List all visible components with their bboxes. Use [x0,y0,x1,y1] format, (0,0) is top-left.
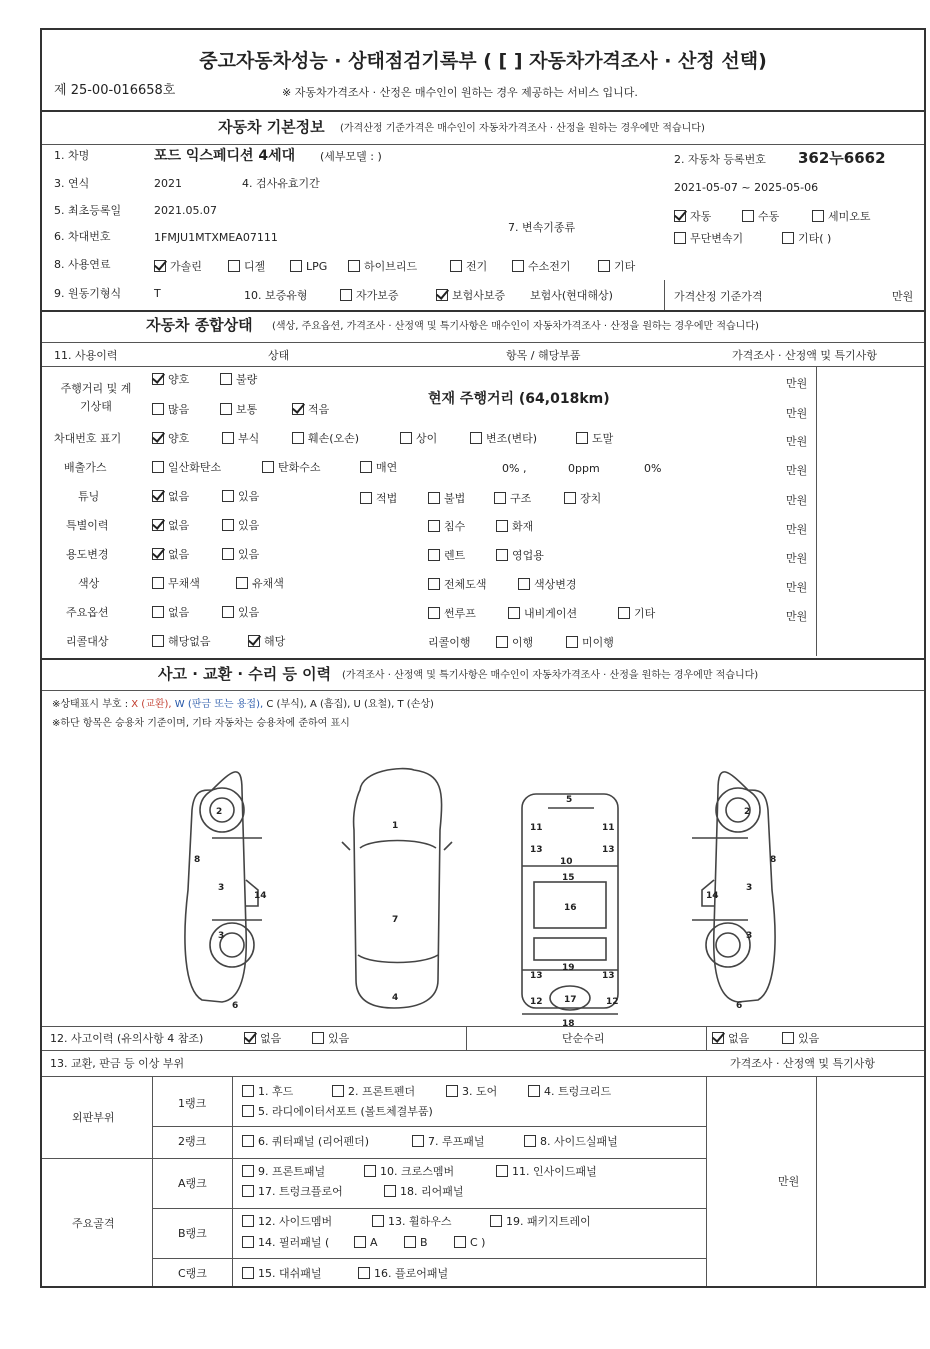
use-change-none[interactable]: 없음 [152,548,189,560]
rank2-label: 2랭크 [178,1135,207,1148]
car-name: 포드 익스페디션 4세대 [154,148,296,164]
legend-note: ※하단 항목은 승용차 기준이며, 기타 자동차는 승용차에 준하여 표시 [52,718,350,729]
part-side-member[interactable]: 12. 사이드멤버 [242,1215,332,1227]
car-detail-model: (세부모델 : ) [320,150,382,163]
recall-done[interactable]: 이행 [496,636,533,648]
odo-reading: 현재 주행거리 (64,018km) [428,391,610,407]
use-price-unit: 만원 [786,552,808,565]
special-fire[interactable]: 화재 [496,520,533,532]
document-number: 제 25-00-016658호 [54,83,176,98]
parts-label: 13. 교환, 판금 등 이상 부위 [50,1057,185,1070]
repair-none[interactable]: 없음 [712,1032,749,1044]
document-title: 중고자동차성능 · 상태점검기록부 ( [ ] 자동차가격조사 · 산정 선택) [199,50,767,72]
trans-cvt[interactable]: 무단변속기 [674,232,743,244]
vin: 1FMJU1MTXMEA07111 [154,231,278,244]
svg-text:12: 12 [530,997,543,1007]
parts-price-unit: 만원 [778,1175,800,1188]
part-front-panel[interactable]: 9. 프론트패널 [242,1165,325,1177]
rankC-label: C랭크 [178,1267,207,1280]
svg-text:3: 3 [218,883,225,893]
accident-title: 사고 · 교환 · 수리 등 이력 [158,665,332,683]
rank1-label: 1랭크 [178,1097,207,1110]
svg-text:14: 14 [254,891,267,901]
year: 2021 [154,177,182,190]
col-history: 11. 사용이력 [54,349,118,362]
reg-no-label: 2. 자동차 등록번호 [674,153,766,166]
part-hood[interactable]: 1. 후드 [242,1085,293,1097]
recall-not-applicable[interactable]: 해당없음 [152,635,211,647]
emission-hc-value: 0ppm [568,462,600,475]
vin-mark-smear[interactable]: 도말 [576,432,613,444]
trans-auto[interactable]: 자동 [674,210,711,222]
tuning-illegal[interactable]: 불법 [428,492,465,504]
svg-text:2: 2 [744,807,751,817]
svg-text:5: 5 [566,795,573,805]
accident-history-label: 12. 사고이력 (유의사항 4 참조) [50,1032,204,1045]
part-roof-panel[interactable]: 7. 루프패널 [412,1135,485,1147]
vin-mark-good[interactable]: 양호 [152,432,189,444]
reg-no: 362누6662 [798,149,886,167]
options-label: 주요옵션 [66,606,109,619]
vin-mark-price-unit: 만원 [786,435,808,448]
svg-text:14: 14 [706,891,719,901]
car-diagram [42,730,924,1029]
part-side-sill[interactable]: 8. 사이드실패널 [524,1135,618,1147]
rankA-label: A랭크 [178,1177,207,1190]
special-none[interactable]: 없음 [152,519,189,531]
trans-etc[interactable]: 기타( ) [782,232,831,244]
svg-text:11: 11 [530,823,543,833]
color-full-paint[interactable]: 전체도색 [428,578,487,590]
part-radiator-support[interactable]: 5. 라디에이터서포트 (볼트체결부품) [242,1105,433,1117]
color-changed[interactable]: 색상변경 [518,578,577,590]
car-top-view [342,769,452,1008]
fuel-diesel[interactable]: 디젤 [228,260,265,272]
basic-info-title: 자동차 기본정보 [218,118,325,136]
svg-text:19: 19 [562,963,575,973]
part-quarter-panel[interactable]: 6. 쿼터패널 (리어펜더) [242,1135,369,1147]
fuel-hydrogen[interactable]: 수소전기 [512,260,571,272]
recall-not-done[interactable]: 미이행 [566,636,614,648]
fuel-electric[interactable]: 전기 [450,260,487,272]
part-dash-panel[interactable]: 15. 대쉬패널 [242,1267,322,1279]
part-cross-member[interactable]: 10. 크로스멤버 [364,1165,454,1177]
vin-label: 6. 차대번호 [54,230,111,243]
price-base-label: 가격산정 기준가격 [674,290,763,303]
mileage-price-unit: 만원 [786,407,808,420]
special-price-unit: 만원 [786,523,808,536]
mileage-normal[interactable]: 보통 [220,403,257,415]
status-title: 자동차 종합상태 [146,316,253,334]
option-etc[interactable]: 기타 [618,607,655,619]
fuel-gasoline[interactable]: 가솔린 [154,260,202,272]
warranty-insurer: 보험사(현대해상) [530,289,613,302]
basic-info-note: (가격산정 기준가격은 매수인이 자동차가격조사 · 산정을 원하는 경우에만 적습니다) [340,123,705,134]
inspection-sheet [40,28,926,1288]
part-pillar-panel[interactable]: 14. 필러패널 ( [242,1236,329,1248]
special-label: 특별이력 [66,519,109,532]
emission-hc[interactable]: 탄화수소 [262,461,321,473]
simple-repair-label: 단순수리 [562,1032,605,1045]
fuel-lpg[interactable]: LPG [290,260,327,272]
svg-text:13: 13 [530,971,543,981]
special-flood[interactable]: 침수 [428,520,465,532]
recall-do-label: 리콜이행 [428,636,471,649]
mileage-few[interactable]: 적음 [292,403,329,415]
motor-type: T [154,287,161,300]
service-notice: ※ 자동차가격조사 · 산정은 매수인이 원하는 경우 제공하는 서비스 입니다. [282,86,638,99]
part-package-tray[interactable]: 19. 패키지트레이 [490,1215,591,1227]
svg-text:8: 8 [770,855,777,865]
inspect-label: 4. 검사유효기간 [242,177,320,190]
first-reg-label: 5. 최초등록일 [54,204,122,217]
vin-mark-label: 차대번호 표기 [54,432,122,445]
svg-text:7: 7 [392,915,399,925]
year-label: 3. 연식 [54,177,90,190]
inspect-period: 2021-05-07 ~ 2025-05-06 [674,181,819,194]
transmission-label: 7. 변속기종류 [508,221,576,234]
fuel-hybrid[interactable]: 하이브리드 [348,260,417,272]
pillar-a[interactable]: A [354,1236,378,1248]
svg-text:13: 13 [602,845,615,855]
emission-label: 배출가스 [64,461,107,474]
tuning-none[interactable]: 없음 [152,490,189,502]
accident-exists[interactable]: 있음 [312,1032,349,1044]
odo-price-unit: 만원 [786,377,808,390]
use-rent[interactable]: 렌트 [428,549,465,561]
accident-none[interactable]: 없음 [244,1032,281,1044]
part-trunk-lid[interactable]: 4. 트렁크리드 [528,1085,611,1097]
option-navigation[interactable]: 내비게이션 [508,607,577,619]
recall-label: 리콜대상 [66,635,109,648]
option-sunroof[interactable]: 썬루프 [428,607,476,619]
vin-mark-differ[interactable]: 상이 [400,432,437,444]
fuel-label: 8. 사용연료 [54,258,111,271]
svg-text:4: 4 [392,993,399,1003]
vin-mark-altered[interactable]: 변조(변타) [470,432,537,444]
trans-semi[interactable]: 세미오토 [812,210,871,222]
part-door[interactable]: 3. 도어 [446,1085,497,1097]
part-front-fender[interactable]: 2. 프론트펜더 [332,1085,415,1097]
frame-label: 주요골격 [72,1217,115,1230]
repair-exists[interactable]: 있음 [782,1032,819,1044]
svg-text:11: 11 [602,823,615,833]
rankB-label: B랭크 [178,1227,207,1240]
svg-text:16: 16 [564,903,577,913]
svg-text:15: 15 [562,873,575,883]
options-price-unit: 만원 [786,610,808,623]
tuning-exists[interactable]: 있음 [222,490,259,502]
emission-price-unit: 만원 [786,464,808,477]
part-wheel-house[interactable]: 13. 휠하우스 [372,1215,452,1227]
svg-text:6: 6 [736,1001,743,1011]
pillar-c[interactable]: C ) [454,1236,485,1248]
options-none[interactable]: 없음 [152,606,189,618]
emission-smoke[interactable]: 매연 [360,461,397,473]
status-note: (색상, 주요옵션, 가격조사 · 산정액 및 특기사항은 매수인이 자동차가격조사 · 산정을 원하는 경우에만 적습니다) [272,321,759,332]
parts-price-col: 가격조사 · 산정액 및 특기사항 [730,1057,875,1070]
pillar-b[interactable]: B [404,1236,428,1248]
use-business[interactable]: 영업용 [496,549,544,561]
tuning-device[interactable]: 장치 [564,492,601,504]
special-exists[interactable]: 있음 [222,519,259,531]
odo-bad[interactable]: 불량 [220,373,257,385]
tuning-label: 튜닝 [78,490,100,503]
trans-manual[interactable]: 수동 [742,210,779,222]
car-right-side-view [692,772,775,1002]
col-state: 상태 [268,349,290,362]
svg-text:3: 3 [746,931,753,941]
color-price-unit: 만원 [786,581,808,594]
first-reg: 2021.05.07 [154,204,217,217]
warranty-insurance[interactable]: 보험사보증 [436,289,505,301]
col-item: 항목 / 해당부품 [506,349,581,362]
svg-text:3: 3 [218,931,225,941]
tuning-price-unit: 만원 [786,494,808,507]
part-rear-panel[interactable]: 18. 리어패널 [384,1185,464,1197]
vin-mark-corrosion[interactable]: 부식 [222,432,259,444]
svg-text:13: 13 [602,971,615,981]
mileage-many[interactable]: 많음 [152,403,189,415]
legend-line: ※상태표시 부호 : X (교환), W (판금 또는 용접), C (부식), A (흠집), U (요철), T (손상) [52,699,434,710]
svg-text:1: 1 [392,821,399,831]
motor-label: 9. 원동기형식 [54,287,122,300]
emission-co-value: 0% , [502,462,527,475]
svg-text:17: 17 [564,995,577,1005]
col-price: 가격조사 · 산정액 및 특기사항 [732,349,877,362]
odo-good[interactable]: 양호 [152,373,189,385]
part-inside-panel[interactable]: 11. 인사이드패널 [496,1165,597,1177]
part-trunk-floor[interactable]: 17. 트렁크플로어 [242,1185,343,1197]
svg-text:3: 3 [746,883,753,893]
car-name-label: 1. 차명 [54,149,90,162]
warranty-self[interactable]: 자가보증 [340,289,399,301]
use-change-label: 용도변경 [66,548,109,561]
fuel-etc[interactable]: 기타 [598,260,635,272]
svg-text:18: 18 [562,1019,575,1029]
svg-text:2: 2 [216,807,223,817]
emission-co[interactable]: 일산화탄소 [152,461,221,473]
tuning-structure[interactable]: 구조 [494,492,531,504]
odo-label: 주행거리 및 계기상태 [60,382,132,413]
color-label: 색상 [78,577,100,590]
options-exists[interactable]: 있음 [222,606,259,618]
part-floor-panel[interactable]: 16. 플로어패널 [358,1267,448,1279]
recall-applicable[interactable]: 해당 [248,635,285,647]
vin-mark-damage[interactable]: 훼손(오손) [292,432,359,444]
tuning-legal[interactable]: 적법 [360,492,397,504]
svg-text:6: 6 [232,1001,239,1011]
color-achromatic[interactable]: 무채색 [152,577,200,589]
emission-smoke-value: 0% [644,462,662,475]
svg-text:12: 12 [606,997,619,1007]
price-base-unit: 만원 [892,290,914,303]
warranty-label: 10. 보증유형 [244,289,308,302]
color-chromatic[interactable]: 유채색 [236,577,284,589]
svg-text:13: 13 [530,845,543,855]
svg-text:10: 10 [560,857,573,867]
accident-note: (가격조사 · 산정액 및 특기사항은 매수인이 자동차가격조사 · 산정을 원하는 경우에만 적습니다) [342,670,759,681]
exterior-label: 외판부위 [72,1111,115,1124]
svg-text:8: 8 [194,855,201,865]
use-change-exists[interactable]: 있음 [222,548,259,560]
